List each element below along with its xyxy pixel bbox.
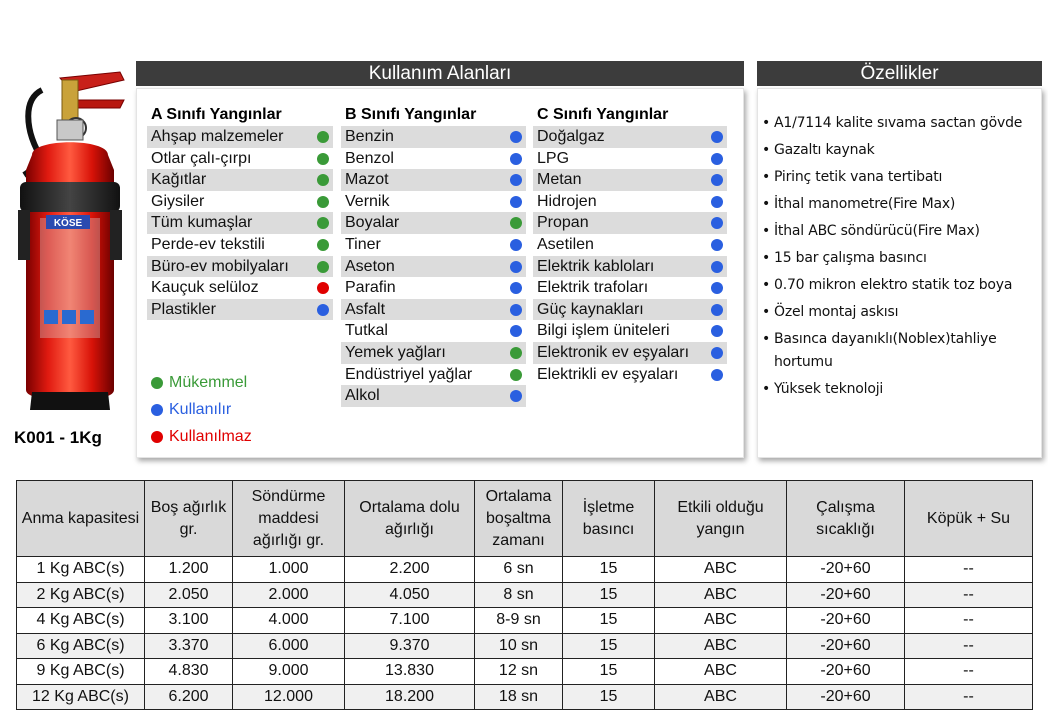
feature-text: 0.70 mikron elektro statik toz boya [774,277,1013,293]
rating-legend [149,372,252,453]
rating-dot-icon [711,369,723,381]
table-row [17,608,1033,634]
usage-item-ahsap-malzemeler [147,126,333,148]
rating-dot-icon [510,196,522,208]
usage-item-label: Giysiler [151,192,205,210]
rating-dot-icon [510,174,522,186]
table-cell: 15 [563,659,655,685]
table-cell: -- [905,659,1033,685]
table-cell: -20+60 [787,608,905,634]
usage-item-label: Elektrik trafoları [537,279,649,297]
table-cell: 15 [563,608,655,634]
table-cell: 12.000 [233,684,345,710]
usage-item-asetilen [533,234,727,256]
table-cell: ABC [655,582,787,608]
feature-text: Yüksek teknoloji [774,381,884,397]
usage-item-bilgi-islem-uniteleri [533,320,727,342]
rating-dot-icon [317,196,329,208]
table-cell: -20+60 [787,633,905,659]
rating-dot-icon [510,239,522,251]
usage-item-alkol [341,385,526,407]
table-row [17,633,1033,659]
table-cell: -- [905,684,1033,710]
legend-item-kullanilmaz [149,426,252,453]
usage-item-elektronik-ev-esyalari [533,342,727,364]
usage-item-label: Asfalt [345,300,386,318]
column-header-calisma-sicakligi: Çalışma sıcaklığı [787,481,905,557]
usage-item-lpg [533,148,727,170]
usage-item-endustriyel-yaglar [341,364,526,386]
feature-text: A1/7114 kalite sıvama sactan gövde [774,115,1023,131]
table-cell: 3.100 [145,608,233,634]
usage-item-label: Tutkal [345,322,388,340]
usage-item-label: Bilgi işlem üniteleri [537,322,670,340]
feature-text: Özel montaj askısı [774,304,899,320]
table-cell: 15 [563,633,655,659]
usage-item-label: Benzin [345,128,394,145]
class-b-column [341,104,526,407]
table-cell: -- [905,557,1033,583]
table-cell: -20+60 [787,659,905,685]
table-cell: 1 Kg ABC(s) [17,557,145,583]
usage-item-label: Vernik [345,192,390,210]
usage-item-label: Alkol [345,387,380,405]
rating-dot-icon [510,282,522,294]
table-cell: 15 [563,582,655,608]
table-cell: 13.830 [345,659,475,685]
table-cell: ABC [655,608,787,634]
table-cell: 4.000 [233,608,345,634]
rating-dot-icon [317,261,329,273]
rating-dot-icon [711,217,723,229]
usage-item-kagitlar [147,169,333,191]
class-c-column [533,104,727,385]
usage-item-label: Elektronik ev eşyaları [537,343,690,361]
feature-item [762,274,1044,297]
feature-item [762,220,1044,243]
table-row [17,659,1033,685]
feature-item [762,247,1044,270]
column-header-anma-kapasitesi: Anma kapasitesi [17,481,145,557]
bullet-icon: • [762,223,771,239]
rating-dot-icon [711,304,723,316]
usage-item-tum-kumaslar [147,212,333,234]
column-header-isletme-basinci: İşletme basıncı [563,481,655,557]
class-b-title: B Sınıfı Yangınlar [345,106,477,123]
usage-item-aseton [341,256,526,278]
usage-item-elektrikli-ev-esyalari [533,364,727,386]
feature-text: 15 bar çalışma basıncı [774,250,927,266]
usage-item-label: Elektrik kabloları [537,257,655,275]
table-row [17,582,1033,608]
feature-item [762,378,1044,401]
usage-item-label: Güç kaynakları [537,300,644,318]
class-a-title: A Sınıfı Yangınlar [151,106,282,123]
usage-item-elektrik-trafolari [533,277,727,299]
table-cell: -- [905,633,1033,659]
usage-item-label: Yemek yağları [345,343,446,361]
rating-dot-icon [711,282,723,294]
table-cell: 6 sn [475,557,563,583]
rating-dot-icon [711,174,723,186]
spec-table [16,480,1033,710]
bullet-icon: • [762,142,771,158]
usage-item-label: Doğalgaz [537,128,605,145]
product-caption: K001 - 1Kg [14,428,102,447]
legend-dot-icon [151,377,163,389]
class-a-column [147,104,333,320]
table-row [17,684,1033,710]
rating-dot-icon [711,131,723,143]
table-cell: 7.100 [345,608,475,634]
column-header-ortalama-bosaltma-zamani: Ortalama boşaltma zamanı [475,481,563,557]
table-cell: 9.370 [345,633,475,659]
table-row [17,557,1033,583]
legend-label: Kullanılır [169,401,232,418]
usage-item-label: Hidrojen [537,192,597,210]
usage-item-label: Kağıtlar [151,171,207,189]
usage-item-metan [533,169,727,191]
table-cell: 18 sn [475,684,563,710]
features-header: Özellikler [757,61,1042,86]
usage-item-boyalar [341,212,526,234]
table-cell: 12 Kg ABC(s) [17,684,145,710]
table-cell: ABC [655,557,787,583]
column-header-ortalama-dolu-agirligi: Ortalama dolu ağırlığı [345,481,475,557]
rating-dot-icon [510,369,522,381]
feature-item [762,301,1044,324]
table-cell: 2 Kg ABC(s) [17,582,145,608]
table-cell: 4.050 [345,582,475,608]
table-cell: 15 [563,557,655,583]
usage-item-label: Plastikler [151,300,216,318]
table-cell: -- [905,608,1033,634]
table-cell: 9.000 [233,659,345,685]
table-cell: 15 [563,684,655,710]
rating-dot-icon [711,153,723,165]
usage-item-perde-ev-tekstili [147,234,333,256]
feature-item [762,166,1044,189]
usage-item-label: Ahşap malzemeler [151,128,284,145]
legend-label: Kullanılmaz [169,428,252,445]
bullet-icon: • [762,381,771,397]
usage-item-label: Parafin [345,279,396,297]
table-cell: 6.000 [233,633,345,659]
rating-dot-icon [711,239,723,251]
usage-item-guc-kaynaklari [533,299,727,321]
table-cell: 3.370 [145,633,233,659]
table-cell: 4 Kg ABC(s) [17,608,145,634]
usage-item-yemek-yaglari [341,342,526,364]
table-cell: 10 sn [475,633,563,659]
usage-item-otlar-cali-cirpi [147,148,333,170]
rating-dot-icon [317,131,329,143]
usage-item-label: Elektrikli ev eşyaları [537,365,679,383]
bullet-icon: • [762,196,771,212]
usage-item-mazot [341,169,526,191]
bullet-icon: • [762,331,771,347]
table-cell: -- [905,582,1033,608]
table-cell: -20+60 [787,684,905,710]
usage-item-label: Boyalar [345,214,400,232]
usage-item-buro-ev-mobilyalari [147,256,333,278]
usage-item-benzol [341,148,526,170]
usage-item-label: Endüstriyel yağlar [345,365,473,383]
fire-extinguisher-image [2,60,134,425]
table-cell: 2.000 [233,582,345,608]
column-header-sondurme-maddesi-agirligi-gr: Söndürme maddesi ağırlığı gr. [233,481,345,557]
usage-item-tiner [341,234,526,256]
usage-item-benzin [341,126,526,148]
usage-areas-header: Kullanım Alanları [136,61,744,86]
usage-item-label: LPG [537,149,570,167]
table-cell: 18.200 [345,684,475,710]
usage-item-tutkal [341,320,526,342]
table-cell: 2.050 [145,582,233,608]
rating-dot-icon [711,196,723,208]
usage-item-label: Propan [537,214,589,232]
table-cell: ABC [655,659,787,685]
usage-item-label: Benzol [345,149,394,167]
legend-item-kullanilir [149,399,252,426]
rating-dot-icon [510,153,522,165]
table-cell: 6.200 [145,684,233,710]
usage-item-kaucuk-seluloz [147,277,333,299]
usage-item-label: Aseton [345,257,395,275]
table-cell: 1.200 [145,557,233,583]
usage-item-hidrojen [533,191,727,213]
bullet-icon: • [762,304,771,320]
usage-item-plastikler [147,299,333,321]
class-c-title: C Sınıfı Yangınlar [537,106,669,123]
rating-dot-icon [711,347,723,359]
usage-item-label: Otlar çalı-çırpı [151,149,252,167]
bullet-icon: • [762,169,771,185]
rating-dot-icon [510,131,522,143]
feature-text: İthal ABC söndürücü(Fire Max) [774,223,980,239]
usage-item-label: Kauçuk selüloz [151,279,259,297]
table-cell: 8 sn [475,582,563,608]
column-header-etkili-oldugu-yangin: Etkili olduğu yangın [655,481,787,557]
usage-item-label: Perde-ev tekstili [151,235,265,253]
column-header-kopuk-su: Köpük + Su [905,481,1033,557]
rating-dot-icon [317,153,329,165]
spec-table-header-row [17,481,1033,557]
table-cell: 8-9 sn [475,608,563,634]
usage-item-asfalt [341,299,526,321]
feature-item [762,139,1044,162]
rating-dot-icon [510,304,522,316]
rating-dot-icon [317,282,329,294]
usage-item-giysiler [147,191,333,213]
features-list [762,112,1044,405]
usage-item-elektrik-kablolari [533,256,727,278]
usage-item-label: Tüm kumaşlar [151,214,253,232]
usage-item-label: Mazot [345,171,389,189]
column-header-bos-agirlik-gr: Boş ağırlık gr. [145,481,233,557]
usage-item-dogalgaz [533,126,727,148]
usage-item-vernik [341,191,526,213]
rating-dot-icon [711,325,723,337]
legend-dot-icon [151,431,163,443]
usage-item-label: Asetilen [537,235,594,253]
feature-item [762,328,1044,374]
bullet-icon: • [762,277,771,293]
table-cell: 4.830 [145,659,233,685]
rating-dot-icon [711,261,723,273]
table-cell: -20+60 [787,582,905,608]
legend-item-mukemmel [149,372,252,399]
feature-text: Pirinç tetik vana tertibatı [774,169,943,185]
rating-dot-icon [317,174,329,186]
table-cell: -20+60 [787,557,905,583]
usage-item-label: Büro-ev mobilyaları [151,257,289,275]
rating-dot-icon [510,261,522,273]
usage-item-propan [533,212,727,234]
legend-dot-icon [151,404,163,416]
feature-item [762,112,1044,135]
feature-text: İthal manometre(Fire Max) [774,196,956,212]
bullet-icon: • [762,250,771,266]
rating-dot-icon [317,217,329,229]
rating-dot-icon [510,217,522,229]
rating-dot-icon [510,325,522,337]
usage-item-parafin [341,277,526,299]
rating-dot-icon [317,239,329,251]
rating-dot-icon [510,390,522,402]
legend-label: Mükemmel [169,374,248,391]
rating-dot-icon [510,347,522,359]
table-cell: 1.000 [233,557,345,583]
feature-item [762,193,1044,216]
table-cell: ABC [655,684,787,710]
rating-dot-icon [317,304,329,316]
table-cell: 12 sn [475,659,563,685]
table-cell: 2.200 [345,557,475,583]
feature-text: Gazaltı kaynak [774,142,875,158]
brand-logo: KÖSE [53,218,83,229]
table-cell: ABC [655,633,787,659]
table-cell: 6 Kg ABC(s) [17,633,145,659]
feature-text: Basınca dayanıklı(Noblex)tahliye hortumu [774,331,997,370]
usage-item-label: Metan [537,171,582,189]
bullet-icon: • [762,115,771,131]
table-cell: 9 Kg ABC(s) [17,659,145,685]
usage-item-label: Tiner [345,235,381,253]
